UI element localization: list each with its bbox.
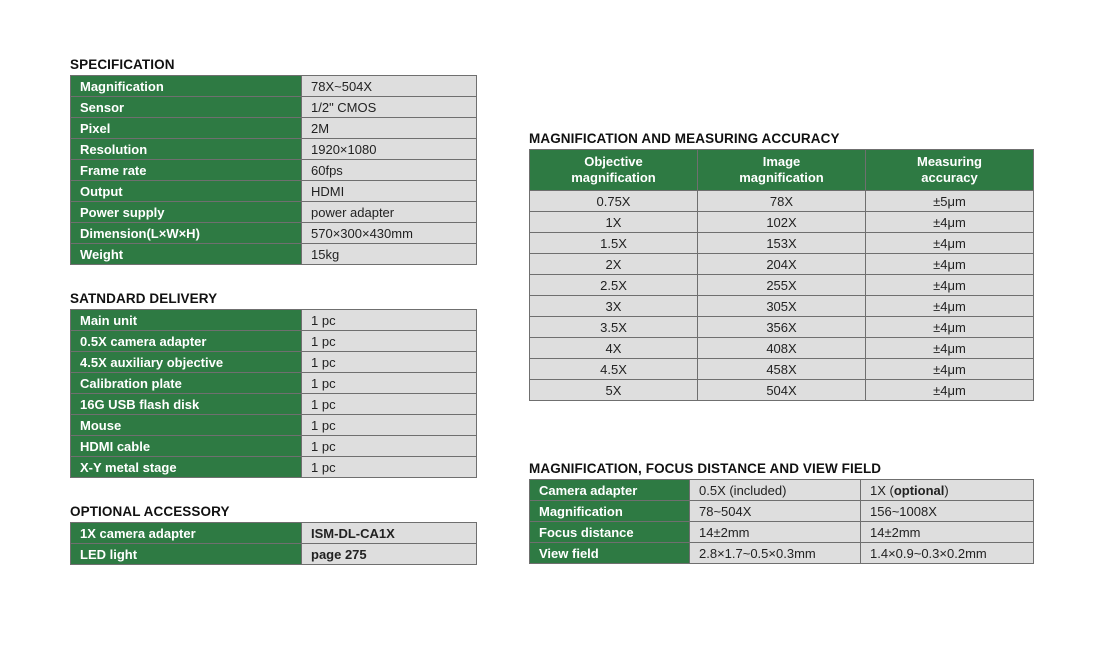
optional-accessory-title: OPTIONAL ACCESSORY	[70, 504, 230, 519]
header-line: Image	[762, 154, 801, 169]
accuracy-cell: ±4μm	[866, 254, 1034, 275]
focus-label: View field	[530, 543, 690, 564]
table-row	[71, 244, 477, 265]
focus-col1: 0.5X (included)	[690, 480, 861, 501]
spec-label: Sensor	[71, 97, 302, 118]
table-row	[71, 394, 477, 415]
objective-cell: 2.5X	[530, 275, 698, 296]
delivery-item: 16G USB flash disk	[71, 394, 302, 415]
accessory-item: 1X camera adapter	[71, 523, 302, 544]
table-header-row	[530, 150, 1034, 191]
spec-value: power adapter	[302, 202, 477, 223]
table-row	[71, 457, 477, 478]
delivery-item: Calibration plate	[71, 373, 302, 394]
accuracy-table	[529, 149, 1034, 401]
focus-table	[529, 479, 1034, 564]
delivery-qty: 1 pc	[302, 310, 477, 331]
specification-table	[70, 75, 477, 265]
delivery-qty: 1 pc	[302, 352, 477, 373]
spec-label: Resolution	[71, 139, 302, 160]
accuracy-cell: ±4μm	[866, 233, 1034, 254]
delivery-qty: 1 pc	[302, 457, 477, 478]
delivery-item: 4.5X auxiliary objective	[71, 352, 302, 373]
image-cell: 153X	[698, 233, 866, 254]
objective-cell: 4X	[530, 338, 698, 359]
spec-label: Pixel	[71, 118, 302, 139]
objective-cell: 1X	[530, 212, 698, 233]
specification-title: SPECIFICATION	[70, 57, 175, 72]
optional-label: optional	[893, 482, 945, 498]
table-row	[71, 310, 477, 331]
accuracy-cell: ±4μm	[866, 359, 1034, 380]
table-row	[530, 501, 1034, 522]
accuracy-cell: ±4μm	[866, 380, 1034, 401]
table-row	[71, 436, 477, 457]
spec-value: 570×300×430mm	[302, 223, 477, 244]
table-row	[71, 76, 477, 97]
accuracy-cell: ±4μm	[866, 212, 1034, 233]
spec-value: 2M	[302, 118, 477, 139]
specification-section	[70, 56, 477, 265]
accessory-item: LED light	[71, 544, 302, 565]
focus-label: Magnification	[530, 501, 690, 522]
delivery-qty: 1 pc	[302, 436, 477, 457]
accuracy-cell: ±4μm	[866, 275, 1034, 296]
image-cell: 204X	[698, 254, 866, 275]
table-row	[71, 118, 477, 139]
header-line: magnification	[739, 170, 824, 185]
focus-col1: 2.8×1.7~0.5×0.3mm	[690, 543, 861, 564]
focus-label: Camera adapter	[530, 480, 690, 501]
objective-cell: 3.5X	[530, 317, 698, 338]
spec-value: 1/2" CMOS	[302, 97, 477, 118]
table-row	[71, 415, 477, 436]
image-cell: 458X	[698, 359, 866, 380]
focus-col2: 1.4×0.9~0.3×0.2mm	[861, 543, 1034, 564]
focus-col1: 14±2mm	[690, 522, 861, 543]
table-row	[530, 191, 1034, 212]
delivery-item: X-Y metal stage	[71, 457, 302, 478]
spec-label: Power supply	[71, 202, 302, 223]
col2-suffix: )	[944, 482, 949, 498]
table-row	[71, 97, 477, 118]
accuracy-cell: ±4μm	[866, 296, 1034, 317]
delivery-qty: 1 pc	[302, 373, 477, 394]
accuracy-cell: ±4μm	[866, 317, 1034, 338]
spec-label: Frame rate	[71, 160, 302, 181]
header-line: magnification	[571, 170, 656, 185]
delivery-item: 0.5X camera adapter	[71, 331, 302, 352]
spec-label: Weight	[71, 244, 302, 265]
optional-accessory-section	[70, 503, 477, 565]
image-cell: 102X	[698, 212, 866, 233]
objective-cell: 2X	[530, 254, 698, 275]
table-row	[71, 352, 477, 373]
spec-value: 60fps	[302, 160, 477, 181]
objective-cell: 5X	[530, 380, 698, 401]
accuracy-cell: ±5μm	[866, 191, 1034, 212]
header-line: Measuring	[916, 154, 982, 169]
focus-col2: 14±2mm	[861, 522, 1034, 543]
table-row	[530, 543, 1034, 564]
spec-value: 78X~504X	[302, 76, 477, 97]
image-cell: 255X	[698, 275, 866, 296]
delivery-qty: 1 pc	[302, 394, 477, 415]
table-row	[71, 223, 477, 244]
standard-delivery-table	[70, 309, 477, 478]
column-header-image	[698, 150, 866, 191]
table-row	[530, 480, 1034, 501]
standard-delivery-title: SATNDARD DELIVERY	[70, 291, 218, 306]
column-header-accuracy	[866, 150, 1034, 191]
table-row	[530, 522, 1034, 543]
focus-col2: 156~1008X	[861, 501, 1034, 522]
focus-title: MAGNIFICATION, FOCUS DISTANCE AND VIEW FIELD	[529, 461, 882, 476]
spec-value: 15kg	[302, 244, 477, 265]
delivery-qty: 1 pc	[302, 415, 477, 436]
accuracy-title: MAGNIFICATION AND MEASURING ACCURACY	[529, 131, 840, 146]
table-row	[530, 338, 1034, 359]
standard-delivery-section	[70, 290, 477, 478]
objective-cell: 1.5X	[530, 233, 698, 254]
table-row	[530, 296, 1034, 317]
spec-label: Magnification	[71, 76, 302, 97]
table-row	[530, 254, 1034, 275]
table-row	[71, 139, 477, 160]
spec-value: HDMI	[302, 181, 477, 202]
table-row	[71, 544, 477, 565]
delivery-qty: 1 pc	[302, 331, 477, 352]
table-row	[530, 233, 1034, 254]
image-cell: 356X	[698, 317, 866, 338]
table-row	[71, 181, 477, 202]
table-row	[71, 160, 477, 181]
table-row	[530, 212, 1034, 233]
focus-col2	[861, 480, 1034, 501]
delivery-item: Main unit	[71, 310, 302, 331]
accessory-value: ISM-DL-CA1X	[302, 523, 477, 544]
table-row	[71, 202, 477, 223]
spec-label: Dimension(L×W×H)	[71, 223, 302, 244]
table-row	[530, 359, 1034, 380]
objective-cell: 4.5X	[530, 359, 698, 380]
spec-value: 1920×1080	[302, 139, 477, 160]
accuracy-cell: ±4μm	[866, 338, 1034, 359]
image-cell: 78X	[698, 191, 866, 212]
image-cell: 504X	[698, 380, 866, 401]
header-line: accuracy	[921, 170, 978, 185]
focus-col1: 78~504X	[690, 501, 861, 522]
delivery-item: HDMI cable	[71, 436, 302, 457]
optional-accessory-table	[70, 522, 477, 565]
image-cell: 305X	[698, 296, 866, 317]
table-row	[530, 380, 1034, 401]
header-line: Objective	[584, 154, 643, 169]
delivery-item: Mouse	[71, 415, 302, 436]
focus-section	[529, 460, 1034, 564]
focus-label: Focus distance	[530, 522, 690, 543]
column-header-objective	[530, 150, 698, 191]
accessory-value: page 275	[302, 544, 477, 565]
accuracy-section	[529, 130, 1034, 401]
objective-cell: 0.75X	[530, 191, 698, 212]
table-row	[530, 275, 1034, 296]
col2-prefix: 1X (	[870, 482, 894, 498]
image-cell: 408X	[698, 338, 866, 359]
table-row	[71, 373, 477, 394]
spec-label: Output	[71, 181, 302, 202]
objective-cell: 3X	[530, 296, 698, 317]
table-row	[71, 523, 477, 544]
table-row	[71, 331, 477, 352]
table-row	[530, 317, 1034, 338]
